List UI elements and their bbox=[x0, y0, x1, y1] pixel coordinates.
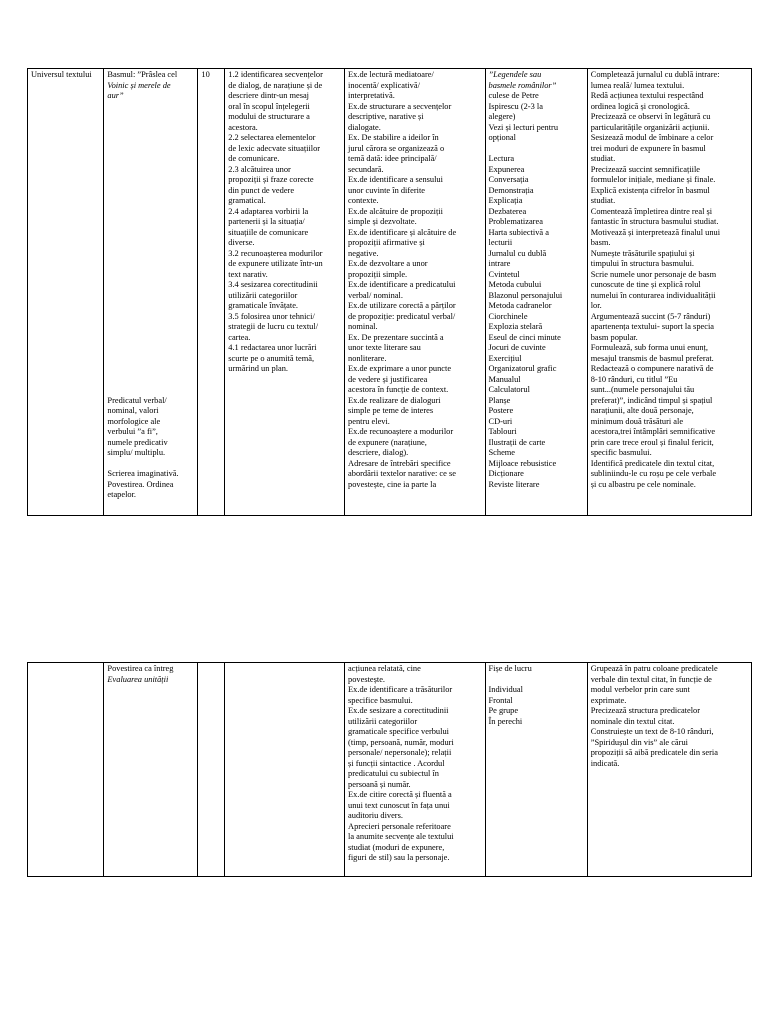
cell-line: Ex.de realizare de dialoguri bbox=[348, 395, 441, 405]
cell-line: basm popular. bbox=[590, 332, 638, 342]
cell-line: Redactează o compunere narativă de bbox=[590, 364, 714, 373]
cell-line: morfologice ale bbox=[107, 416, 161, 426]
cell-line bbox=[107, 343, 195, 354]
cell-line: jurul cărora se organizează o bbox=[348, 143, 445, 153]
cell-line: Ex.de utilizare corectă a părților bbox=[348, 301, 456, 310]
cell-line bbox=[107, 186, 195, 197]
cell-line: persoană și număr. bbox=[348, 779, 411, 789]
cell-line: Ex.de identificare a predicatului bbox=[348, 280, 456, 289]
lesson-plan-table-page-1 bbox=[27, 68, 752, 516]
cell-line: 10 bbox=[201, 70, 210, 79]
cell-line: prin care trece eroul și finalul fericit, bbox=[590, 437, 714, 447]
cell-evaluare bbox=[587, 663, 751, 877]
cell-line: descriere dintr-un mesaj bbox=[228, 91, 310, 100]
cell-line: opțional bbox=[488, 133, 516, 142]
cell-line: negative. bbox=[348, 248, 379, 258]
cell-line: mesajul transmis de basmul preferat. bbox=[590, 353, 714, 363]
cell-line: unor cuvinte în diferite bbox=[348, 185, 426, 195]
cell-line: sunt...(numele personajului tău bbox=[590, 385, 695, 394]
cell-line: gramaticale specifice verbului bbox=[348, 727, 449, 736]
cell-line: ”Legendele sau bbox=[488, 70, 542, 79]
cell-line bbox=[107, 196, 195, 207]
cell-line: de dialog, de narațiune și de bbox=[228, 80, 323, 90]
cell-line: la anumite secvențe ale textului bbox=[348, 832, 454, 841]
cell-line: Reviste literare bbox=[488, 479, 540, 489]
cell-line: și cu albastru pe cele nominale. bbox=[590, 479, 696, 489]
cell-line: gramatical. bbox=[228, 196, 266, 205]
cell-line: studiat (moduri de expunere, bbox=[348, 842, 445, 852]
cell-line: Evaluarea unității bbox=[107, 674, 169, 684]
cell-line: Ex.de lectură mediatoare/ bbox=[348, 70, 434, 79]
cell-line: Precizează ce observi în legătură cu bbox=[590, 112, 711, 121]
cell-line bbox=[107, 375, 195, 386]
cell-line: Adresare de întrebări specifice bbox=[348, 458, 451, 468]
cell-line: contexte. bbox=[348, 196, 379, 205]
cell-line: Eseul de cinci minute bbox=[488, 332, 561, 342]
cell-line: propoziții și fraze corecte bbox=[228, 175, 314, 184]
cell-line: Ilustrații de carte bbox=[488, 437, 546, 447]
cell-line: Fișe de lucru bbox=[488, 664, 532, 673]
cell-line: Demonstrația bbox=[488, 185, 534, 195]
cell-line: nominal. bbox=[348, 322, 378, 331]
cell-line: povestește. bbox=[348, 674, 386, 684]
cell-line bbox=[489, 675, 585, 686]
cell-line: Ex.de sesizare a corectitudinii bbox=[348, 706, 449, 715]
cell-line: (timp, persoană, număr, moduri bbox=[348, 737, 454, 747]
cell-line: numele predicativ bbox=[107, 437, 168, 447]
cell-line: Ex.de structurare a secvențelor bbox=[348, 101, 452, 111]
cell-line: Pe grupe bbox=[488, 706, 519, 715]
cell-line: Dicționare bbox=[488, 469, 524, 478]
cell-line: și funcții sintactice . Acordul bbox=[348, 758, 445, 768]
cell-line: Explicația bbox=[488, 196, 523, 205]
table-row bbox=[28, 663, 752, 877]
cell-line: basmele românilor” bbox=[488, 80, 557, 90]
cell-line: Sesizează modul de îmbinare a celor bbox=[590, 133, 714, 142]
cell-line: utilizării categoriilor bbox=[228, 290, 298, 300]
cell-line bbox=[107, 175, 195, 186]
cell-line: 8-10 rânduri, cu titlul ”Eu bbox=[590, 374, 678, 384]
cell-line: nonliterare. bbox=[348, 353, 387, 363]
cell-line: verbului ”a fi”, bbox=[107, 427, 158, 436]
cell-line: specifice basmului. bbox=[348, 695, 413, 705]
cell-line: personale/ nepersonale); relații bbox=[348, 748, 452, 757]
cell-line: Motivează și interpretează finalul unui bbox=[590, 227, 721, 237]
cell-line: Ex.de identificare a sensului bbox=[348, 175, 443, 184]
cell-line: minimum două trăsături ale bbox=[590, 416, 684, 426]
cell-line: simple și dezvoltate. bbox=[348, 217, 417, 226]
cell-line: propoziții să aibă predicatele din seria bbox=[590, 748, 718, 757]
cell-line: Basmul: ”Prâslea cel bbox=[107, 70, 178, 79]
cell-line: propoziții simple. bbox=[348, 269, 408, 279]
cell-evaluare bbox=[587, 69, 751, 516]
cell-line: pentru elevi. bbox=[348, 416, 390, 426]
cell-line bbox=[107, 133, 195, 144]
cell-line: Ex.de dezvoltare a unor bbox=[348, 259, 428, 268]
cell-line: 2.4 adaptarea vorbirii la bbox=[228, 206, 309, 216]
cell-line: Ex.de identificare și alcătuire de bbox=[348, 227, 457, 237]
cell-line: simple pe teme de interes bbox=[348, 406, 434, 415]
cell-line: Precizează succint semnificațiile bbox=[590, 164, 701, 174]
cell-line bbox=[107, 228, 195, 239]
cell-line: Frontal bbox=[488, 695, 513, 705]
cell-line: Scheme bbox=[488, 448, 516, 457]
cell-line: Universul textului bbox=[31, 70, 92, 79]
cell-line: etapelor. bbox=[107, 490, 137, 499]
cell-continut bbox=[104, 663, 198, 877]
cell-line: CD-uri bbox=[488, 416, 513, 426]
cell-line: gramaticale învățate. bbox=[228, 301, 299, 310]
cell-line: interpretativă. bbox=[348, 91, 395, 100]
cell-line bbox=[107, 354, 195, 365]
cell-resurse bbox=[485, 69, 587, 516]
cell-line: Ispirescu (2-3 la bbox=[488, 101, 543, 111]
cell-line: acestora. bbox=[228, 122, 258, 132]
cell-ore bbox=[198, 663, 225, 877]
cell-line: inocentă/ explicativă/ bbox=[348, 80, 420, 90]
cell-line bbox=[107, 385, 195, 396]
cell-line: culese de Petre bbox=[488, 91, 539, 100]
cell-ore bbox=[198, 69, 225, 516]
cell-line: de propoziție: predicatul verbal/ bbox=[348, 311, 456, 321]
cell-line bbox=[107, 459, 195, 470]
cell-line: de vedere și justificarea bbox=[348, 374, 428, 384]
cell-line: povestește, cine ia parte la bbox=[348, 479, 437, 489]
cell-line: temă dată: idee principală/ bbox=[348, 154, 437, 163]
cell-line: Explică existența cifrelor în basmul bbox=[590, 185, 710, 195]
cell-line: Comentează împletirea dintre real și bbox=[590, 206, 713, 216]
cell-line: Jurnalul cu dublă bbox=[488, 248, 547, 258]
cell-line: intrare bbox=[488, 259, 511, 268]
cell-line: 3.4 sesizarea corectitudinii bbox=[228, 280, 318, 289]
cell-line: ”Spiridușul din vis” ale cărui bbox=[590, 737, 688, 747]
cell-line: Expunerea bbox=[488, 164, 525, 174]
cell-line: Organizatorul grafic bbox=[488, 364, 557, 373]
cell-line: modul verbelor prin care sunt bbox=[590, 685, 690, 694]
cell-line: basm. bbox=[590, 238, 611, 247]
cell-line: Povestirea. Ordinea bbox=[107, 479, 174, 489]
cell-line bbox=[107, 207, 195, 218]
cell-line: particularitățile organizării acțiunii. bbox=[590, 122, 710, 132]
cell-line: 4.1 redactarea unor lucrări bbox=[228, 343, 317, 352]
cell-activitati bbox=[345, 69, 485, 516]
cell-line: În perechi bbox=[488, 716, 523, 726]
cell-line: Calculatorul bbox=[488, 385, 530, 394]
cell-line: Identifică predicatele din textul citat, bbox=[590, 458, 715, 468]
cell-line: Blazonul personajului bbox=[488, 290, 563, 300]
cell-line: Explozia stelară bbox=[488, 322, 543, 331]
cell-line: preferat)”, indicând timpul și spațiul bbox=[590, 395, 713, 405]
cell-line bbox=[107, 217, 195, 228]
cell-line: timpului în structura basmului. bbox=[590, 259, 695, 268]
cell-line bbox=[107, 238, 195, 249]
cell-line: Cvintetul bbox=[488, 269, 520, 279]
cell-line bbox=[107, 270, 195, 281]
cell-line: Ex.de alcătuire de propoziții bbox=[348, 206, 443, 216]
cell-line: auditoriu divers. bbox=[348, 811, 403, 820]
cell-line: abordării textelor narative: ce se bbox=[348, 469, 456, 478]
cell-line bbox=[107, 165, 195, 176]
cell-line: lumea reală/ lumea textului. bbox=[590, 80, 685, 90]
cell-line: Dezbaterea bbox=[488, 206, 527, 216]
cell-line bbox=[107, 112, 195, 123]
cell-line: Postere bbox=[488, 406, 514, 415]
cell-line: aur” bbox=[107, 91, 124, 100]
cell-line: Harta subiectivă a bbox=[488, 227, 549, 237]
cell-line: formulelor inițiale, mediane și finale. bbox=[590, 175, 716, 184]
cell-resurse bbox=[485, 663, 587, 877]
cell-line: descriere, dialog). bbox=[348, 448, 409, 457]
cell-line: Formulează, sub forma unui enunț, bbox=[590, 343, 708, 352]
cell-line bbox=[107, 301, 195, 312]
cell-line: lecturii bbox=[488, 238, 513, 247]
cell-line bbox=[489, 144, 585, 155]
cell-line bbox=[107, 291, 195, 302]
cell-line: unor texte literare sau bbox=[348, 343, 421, 352]
cell-line: Numește trăsăturile spațiului și bbox=[590, 248, 695, 258]
cell-line: Manualul bbox=[488, 374, 521, 384]
cell-line: studiat. bbox=[590, 196, 616, 205]
cell-competente bbox=[225, 69, 345, 516]
cell-line bbox=[107, 102, 195, 113]
cell-line: Ex.de citire corectă și fluentă a bbox=[348, 790, 452, 799]
cell-line: verbal/ nominal. bbox=[348, 290, 403, 300]
cell-line bbox=[107, 364, 195, 375]
cell-line: cunoscute de tine și explică rolul bbox=[590, 280, 701, 289]
cell-line bbox=[107, 249, 195, 260]
cell-line: Redă acțiunea textului respectând bbox=[590, 91, 704, 100]
cell-line: propoziții afirmative și bbox=[348, 238, 425, 247]
cell-line: de expunere utilizate într-un bbox=[228, 259, 323, 268]
cell-line: alegere) bbox=[488, 112, 516, 121]
cell-line bbox=[107, 312, 195, 323]
cell-line: Exercițiul bbox=[488, 353, 522, 363]
cell-line: dialogate. bbox=[348, 122, 381, 132]
cell-line: oral în scopul înțelegerii bbox=[228, 101, 310, 111]
cell-line: Precizează structura predicatelor bbox=[590, 706, 701, 715]
cell-line: cartea. bbox=[228, 332, 251, 342]
cell-line: 2.3 alcătuirea unor bbox=[228, 164, 291, 174]
cell-line: modului de structurare a bbox=[228, 112, 310, 121]
cell-line bbox=[107, 123, 195, 134]
cell-line: Scrierea imaginativă. bbox=[107, 469, 179, 478]
cell-line: nominale din textul citat. bbox=[590, 716, 675, 726]
cell-line: Completează jurnalul cu dublă intrare: bbox=[590, 70, 720, 79]
cell-line: 2.2 selectarea elementelor bbox=[228, 133, 316, 142]
cell-line: 1.2 identificarea secvențelor bbox=[228, 70, 323, 79]
cell-line: Ex. De prezentare succintă a bbox=[348, 332, 444, 342]
cell-line: situațiile de comunicare bbox=[228, 227, 309, 237]
cell-line: Lectura bbox=[488, 154, 515, 163]
cell-line: descriptive, narative și bbox=[348, 112, 424, 121]
table-row bbox=[28, 69, 752, 516]
cell-line: Mijloace rebusistice bbox=[488, 458, 557, 468]
cell-line: Aprecieri personale referitoare bbox=[348, 821, 451, 831]
cell-line: text narativ. bbox=[228, 269, 268, 279]
cell-line: narațiunii, alte două personaje, bbox=[590, 406, 694, 415]
lesson-plan-table-page-2 bbox=[27, 662, 752, 877]
cell-line: 3.5 folosirea unor tehnici/ bbox=[228, 311, 315, 321]
cell-line: specific basmului. bbox=[590, 448, 652, 457]
cell-tema bbox=[28, 663, 104, 877]
cell-line: acțiunea relatată, cine bbox=[348, 664, 421, 673]
cell-line: strategii de lucru cu textul/ bbox=[228, 322, 319, 331]
cell-line: partenerii și la situația/ bbox=[228, 217, 305, 226]
cell-line: Voinic și merele de bbox=[107, 80, 171, 90]
cell-line: acestora în funcție de context. bbox=[348, 385, 449, 394]
cell-competente bbox=[225, 663, 345, 877]
cell-line: lor. bbox=[590, 301, 602, 310]
cell-line: Predicatul verbal/ bbox=[107, 395, 167, 405]
cell-tema bbox=[28, 69, 104, 516]
cell-line: verbale din textul citat, în funcție de bbox=[590, 674, 712, 684]
cell-line: figuri de stil) sau la personaje. bbox=[348, 853, 450, 862]
cell-line: acestora,trei întâmplări semnificative bbox=[590, 427, 716, 436]
cell-line: ordinea logică și cronologică. bbox=[590, 101, 690, 111]
cell-line: Ex.de recunoaștere a modurilor bbox=[348, 427, 454, 436]
cell-line: indicată. bbox=[590, 758, 620, 768]
cell-line: predicatului cu subiectul în bbox=[348, 769, 439, 778]
cell-line: Metoda cadranelor bbox=[488, 301, 552, 310]
cell-line: Planșe bbox=[488, 395, 511, 405]
cell-line: Ciorchinele bbox=[488, 311, 528, 321]
cell-line: de expunere (narațiune, bbox=[348, 437, 427, 447]
cell-line: Ex. De stabilire a ideilor în bbox=[348, 133, 439, 142]
cell-line: urmărind un plan. bbox=[228, 364, 289, 373]
cell-line: Argumentează succint (5-7 rânduri) bbox=[590, 311, 711, 321]
cell-line bbox=[107, 322, 195, 333]
cell-continut bbox=[104, 69, 198, 516]
cell-line: studiat. bbox=[590, 154, 616, 163]
cell-line bbox=[107, 154, 195, 165]
cell-line bbox=[107, 280, 195, 291]
cell-line: unui text cunoscut în fața unui bbox=[348, 800, 450, 810]
cell-line: subliniindu-le cu roșu pe cele verbale bbox=[590, 469, 717, 478]
cell-line: exprimate. bbox=[590, 695, 627, 705]
cell-line: din punct de vedere bbox=[228, 185, 295, 195]
cell-line: Tablouri bbox=[488, 427, 517, 436]
cell-line: trei moduri de expunere în basmul bbox=[590, 143, 706, 153]
cell-line: Povestirea ca întreg bbox=[107, 664, 174, 673]
cell-line: fantastic în structura basmului studiat. bbox=[590, 217, 719, 226]
cell-line bbox=[107, 259, 195, 270]
cell-line: scurte pe o anumită temă, bbox=[228, 353, 315, 363]
cell-line: nominal, valori bbox=[107, 406, 159, 415]
cell-line: Scrie numele unor personaje de basm bbox=[590, 269, 717, 279]
cell-line: Vezi și lecturi pentru bbox=[488, 122, 559, 132]
cell-line: 3.2 recunoașterea modurilor bbox=[228, 248, 323, 258]
cell-line: Jocuri de cuvinte bbox=[488, 343, 546, 352]
cell-line: Construiește un text de 8-10 rânduri, bbox=[590, 727, 714, 736]
cell-line: Grupează în patru coloane predicatele bbox=[590, 664, 718, 673]
cell-line: Ex.de identificare a trăsăturilor bbox=[348, 685, 453, 694]
cell-line: de lexic adecvate situațiilor bbox=[228, 143, 321, 153]
cell-line bbox=[107, 333, 195, 344]
cell-line: secundară. bbox=[348, 164, 384, 174]
cell-activitati bbox=[345, 663, 485, 877]
cell-line: de comunicare. bbox=[228, 154, 280, 163]
cell-line: numelui în conturarea individualității bbox=[590, 290, 716, 300]
cell-line: apartenența textului- suport la specia bbox=[590, 322, 714, 331]
cell-line: Individual bbox=[488, 685, 523, 694]
cell-line: Problematizarea bbox=[488, 217, 543, 226]
cell-line: utilizării categoriilor bbox=[348, 716, 418, 726]
cell-line: diverse. bbox=[228, 238, 255, 247]
cell-line bbox=[107, 144, 195, 155]
cell-line: Conversația bbox=[488, 175, 529, 184]
cell-line: Ex.de exprimare a unor puncte bbox=[348, 364, 452, 373]
cell-line: simplu/ multiplu. bbox=[107, 448, 166, 457]
cell-line: Metoda cubului bbox=[488, 280, 542, 289]
